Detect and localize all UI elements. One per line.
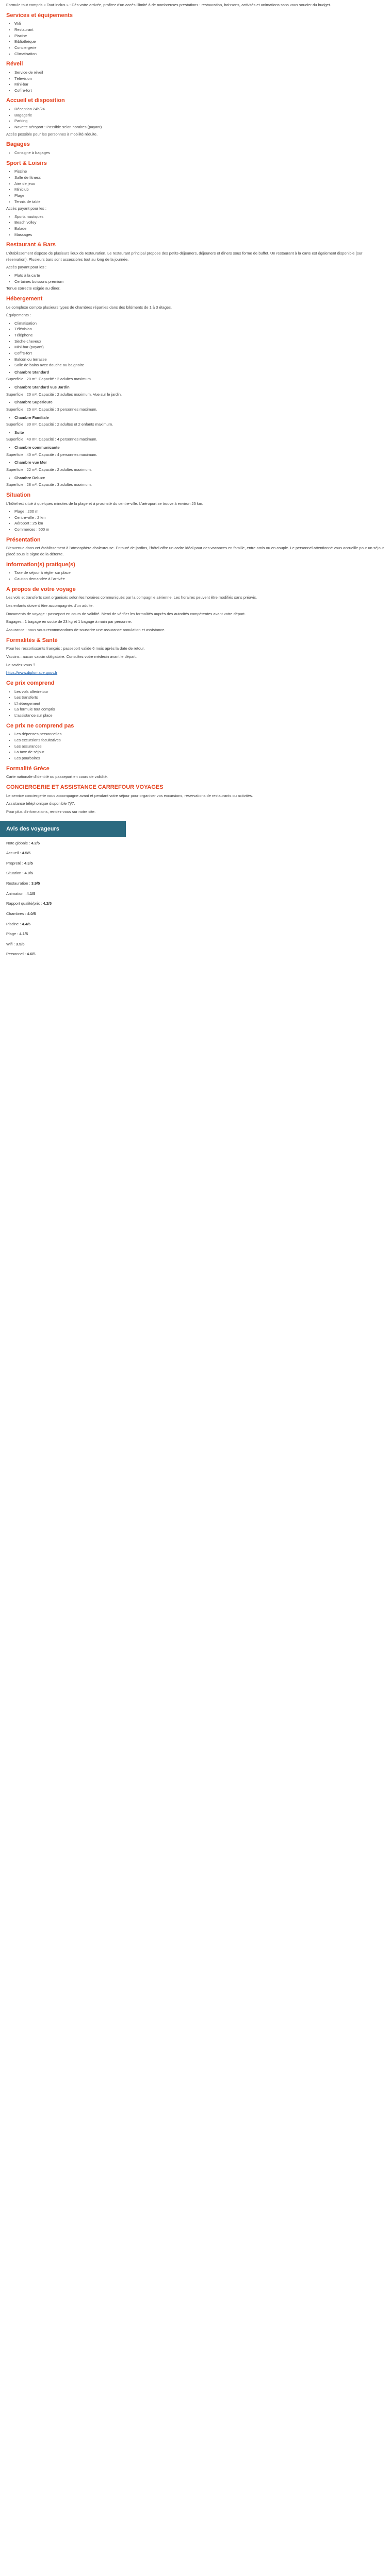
list-item: • Téléphone [14,332,385,338]
hebergement-text: Le complexe compte plusieurs types de chambres réparties dans des bâtiments de 1 à 3 étages. [6,304,172,310]
list-item: • Navette aéroport : Possible selon horaires (payant) [14,124,385,130]
formalites-text-2: Vaccins : aucun vaccin obligatoire. Consultez votre médecin avant le départ. [6,654,137,659]
list-item: • La formule tout compris [14,706,385,713]
list-item: • Restaurant [14,27,385,33]
list-item: • La taxe de séjour [14,749,385,755]
list-item: • Piscine [14,168,385,175]
situation-list [6,509,385,533]
list-item: • Mini-bar [14,81,385,88]
formalites-text-1: Pour les ressortissants français : passeport valide 6 mois après la date de retour. [6,646,145,651]
list-item: • L'assistance sur place [14,713,385,719]
review-item: Note globale : 4.2/5 [6,840,40,845]
room-desc: Superficie : 22 m². Capacité : 2 adultes maximum. [6,467,92,472]
room-item [6,399,385,412]
review-score: 4.1/5 [26,891,36,896]
situation-text: L'hôtel est situé à quelques minutes de la plage et à proximité du centre-ville. L'aéroport se trouve à environ 25 km. [6,501,203,506]
room-item [6,445,385,457]
hebergement-equip-label: Équipements : [6,313,31,318]
prix-ne-comprend-list [6,731,385,761]
review-label: Animation [6,891,24,896]
review-label: Accueil [6,851,19,856]
review-label: Plage [6,931,17,937]
list-item: • Climatisation [14,320,385,327]
list-item: • Coffre-fort [14,88,385,94]
list-item: • Piscine [14,33,385,39]
list-item: • Conciergerie [14,45,385,51]
review-item: Restauration : 3.9/5 [6,881,40,886]
accueil-note: Accès possible pour les personnes à mobilité réduite. [6,131,98,137]
list-item: • Les pourboires [14,755,385,761]
review-label: Piscine [6,921,19,926]
list-item: • Mini-bar (payant) [14,344,385,350]
list-item: • Aéroport : 25 km [14,520,385,527]
list-item: • Sports nautiques [14,214,385,220]
review-score: 4.3/5 [24,860,33,866]
review-item: Plage : 4.1/5 [6,931,28,937]
room-item [6,430,385,443]
propos-text-3: Documents de voyage : passeport en cours de validité. Merci de vérifier les formalités auprès des autorités compétentes avant votre départ. [6,611,246,616]
review-score: 4.0/5 [24,871,34,876]
room-name: • Chambre Supérieure [14,399,385,405]
review-label: Personnel [6,952,24,957]
list-item: • Balcon ou terrasse [14,357,385,363]
room-name: • Chambre vue Mer [14,460,385,466]
room-desc: Superficie : 40 m². Capacité : 4 personnes maximum. [6,452,97,457]
room-name: • Suite [14,430,385,436]
list-item: • Réception 24h/24 [14,106,385,112]
list-item: • Wifi [14,21,385,27]
list-item: • L'hébergement [14,701,385,707]
propos-text-5: Assurance : nous vous recommandons de souscrire une assurance annulation et assistance. [6,627,166,632]
review-item: Piscine : 4.4/5 [6,921,31,926]
room-name: • Chambre Familiale [14,415,385,421]
bagages-list [6,150,385,156]
list-item: • Les dépenses personnelles [14,731,385,737]
presentation-title: Présentation [6,536,41,543]
review-score: 4.5/5 [22,851,31,856]
review-label: Rapport qualité/prix [6,901,40,906]
accueil-title: Accueil et disposition [6,97,65,104]
review-item: Rapport qualité/prix : 4.2/5 [6,901,52,906]
hebergement-list [6,320,385,368]
reviews-list [0,840,391,958]
situation-title: Situation [6,492,31,498]
room-item [6,384,385,397]
review-label: Note globale [6,840,28,845]
review-score: 4.4/5 [22,921,31,926]
list-item: • Salle de bains avec douche ou baignoire [14,362,385,368]
list-item: • Commerces : 500 m [14,527,385,533]
reveil-title: Réveil [6,61,23,67]
room-item [6,415,385,428]
room-name: • Chambre Deluxe [14,475,385,481]
conciergerie-text-2: Assistance téléphonique disponible 7j/7. [6,801,75,806]
sport-list [6,168,385,205]
prix-comprend-title: Ce prix comprend [6,680,55,686]
restaurant-text: L'établissement dispose de plusieurs lieux de restauration. Le restaurant principal propose des petits-déjeuners, déjeuners et dîners sous forme de buffet. Un restaurant à la carte est également disponible (sur réservation). Plusieurs bars sont accessibles tout au long de la journée. [6,251,363,262]
room-desc: Superficie : 30 m². Capacité : 2 adultes et 2 enfants maximum. [6,422,113,427]
review-score: 4.6/5 [27,952,36,957]
prix-ne-comprend-title: Ce prix ne comprend pas [6,722,74,729]
review-item: Animation : 4.1/5 [6,891,36,896]
propos-title: A propos de votre voyage [6,586,76,592]
list-item: • Télévision [14,326,385,332]
review-item: Wifi : 3.5/5 [6,941,25,946]
list-item: • Consigne à bagages [14,150,385,156]
list-item: • Certaines boissons premium [14,279,385,285]
sport-paid-list [6,214,385,238]
intro-text: Formule tout compris « Tout-inclus » : Dès votre arrivée, profitez d'un accès illimité à de nombreuses prestations : restauration, boissons, activités et animations sans vous soucier du budget. [6,3,331,7]
list-item: • Les transferts [14,694,385,701]
restaurant-list [6,273,385,284]
product-page [0,0,391,815]
list-item: • Miniclub [14,187,385,193]
formalites-title: Formalités & Santé [6,637,58,643]
formalites-text-3: Le saviez-vous ? [6,662,36,667]
review-score: 3.5/5 [15,941,25,946]
conciergerie-title: CONCIERGERIE ET ASSISTANCE CARREFOUR VOYAGES [6,784,164,790]
list-item: • Aire de jeux [14,181,385,187]
propos-text-4: Bagages : 1 bagage en soute de 23 kg et 1 bagage à main par personne. [6,619,132,624]
accueil-list [6,106,385,130]
list-item: • Coffre-fort [14,350,385,357]
sport-title: Sport & Loisirs [6,160,47,166]
review-label: Chambres [6,911,24,916]
restaurant-title: Restaurant & Bars [6,242,56,248]
diplomatie-link[interactable]: https://www.diplomatie.gouv.fr [6,670,58,675]
review-item: Personnel : 4.6/5 [6,952,36,957]
formalite-grece-text: Carte nationale d'identité ou passeport en cours de validité. [6,774,108,779]
list-item: • Centre-ville : 2 km [14,515,385,521]
list-item: • Plats à la carte [14,273,385,279]
formalite-grece-title: Formalité Grèce [6,765,50,772]
list-item: • Salle de fitness [14,175,385,181]
list-item: • Climatisation [14,51,385,57]
room-name: • Chambre Standard vue Jardin [14,384,385,391]
infos-list [6,570,385,582]
reviews-header: Avis des voyageurs [0,821,126,837]
room-item [6,369,385,382]
list-item: • Bagagerie [14,112,385,118]
review-score: 4.2/5 [31,840,40,845]
room-name: • Chambre Standard [14,369,385,376]
list-item: • Beach volley [14,219,385,226]
room-desc: Superficie : 20 m². Capacité : 2 adultes maximum. Vue sur le jardin. [6,392,122,397]
room-desc: Superficie : 20 m². Capacité : 2 adultes maximum. [6,377,92,382]
list-item: • Les vols aller/retour [14,689,385,695]
room-name: • Chambre communicante [14,445,385,451]
review-label: Wifi [6,941,13,946]
room-desc: Superficie : 40 m². Capacité : 4 personnes maximum. [6,437,97,442]
room-item [6,475,385,488]
propos-text-2: Les enfants doivent être accompagnés d'un adulte. [6,603,94,608]
review-label: Propreté [6,860,21,866]
room-item [6,460,385,472]
list-item: • Tennis de table [14,199,385,205]
list-item: • Parking [14,118,385,124]
list-item: • Plage : 200 m [14,509,385,515]
restaurant-dress-code: Tenue correcte exigée au dîner. [6,286,61,291]
list-item: • Service de réveil [14,70,385,76]
list-item: • Les excursions facultatives [14,737,385,743]
conciergerie-text-3: Pour plus d'informations, rendez-vous sur notre site. [6,809,96,814]
list-item: • Télévision [14,76,385,82]
room-desc: Superficie : 25 m². Capacité : 3 personnes maximum. [6,406,97,412]
review-item: Propreté : 4.3/5 [6,860,33,866]
review-item: Chambres : 4.0/5 [6,911,36,916]
review-label: Restauration [6,881,28,886]
services-list [6,21,385,57]
list-item: • Massages [14,232,385,238]
conciergerie-text-1: Le service conciergerie vous accompagne avant et pendant votre séjour pour organiser vos excursions, réservations de restaurants ou activités. [6,793,253,798]
review-label: Situation [6,871,22,876]
review-score: 3.9/5 [31,881,40,886]
propos-text-1: Les vols et transferts sont organisés selon les horaires communiqués par la compagnie aérienne. Les horaires peuvent être modifiés sans préavis. [6,595,257,600]
bagages-title: Bagages [6,141,30,148]
reveil-list [6,70,385,94]
restaurant-paid-label: Accès payant pour les : [6,265,46,270]
services-title: Services et équipements [6,12,73,19]
list-item: • Plage [14,193,385,199]
review-item: Accueil : 4.5/5 [6,851,31,856]
list-item: • Balade [14,226,385,232]
list-item: • Bibliothèque [14,39,385,45]
sport-note: Accès payant pour les : [6,206,46,211]
review-score: 4.1/5 [19,931,28,937]
prix-comprend-list [6,689,385,719]
infos-title: Information(s) pratique(s) [6,561,75,568]
presentation-text: Bienvenue dans cet établissement à l'atmosphère chaleureuse. Entouré de jardins, l'hôtel offre un cadre idéal pour des vacances en famille, entre amis ou en couple. Le personnel attentionné vous accueille pour un séjour placé sous le signe de la détente. [6,546,384,556]
room-desc: Superficie : 28 m². Capacité : 3 adultes maximum. [6,482,92,487]
list-item: • Sèche-cheveux [14,338,385,345]
review-score: 4.2/5 [43,901,52,906]
review-score: 4.0/5 [27,911,36,916]
list-item: • Les assurances [14,743,385,750]
review-item: Situation : 4.0/5 [6,871,34,876]
list-item: • Caution demandée à l'arrivée [14,576,385,582]
hebergement-title: Hébergement [6,295,43,302]
list-item: • Taxe de séjour à régler sur place [14,570,385,576]
